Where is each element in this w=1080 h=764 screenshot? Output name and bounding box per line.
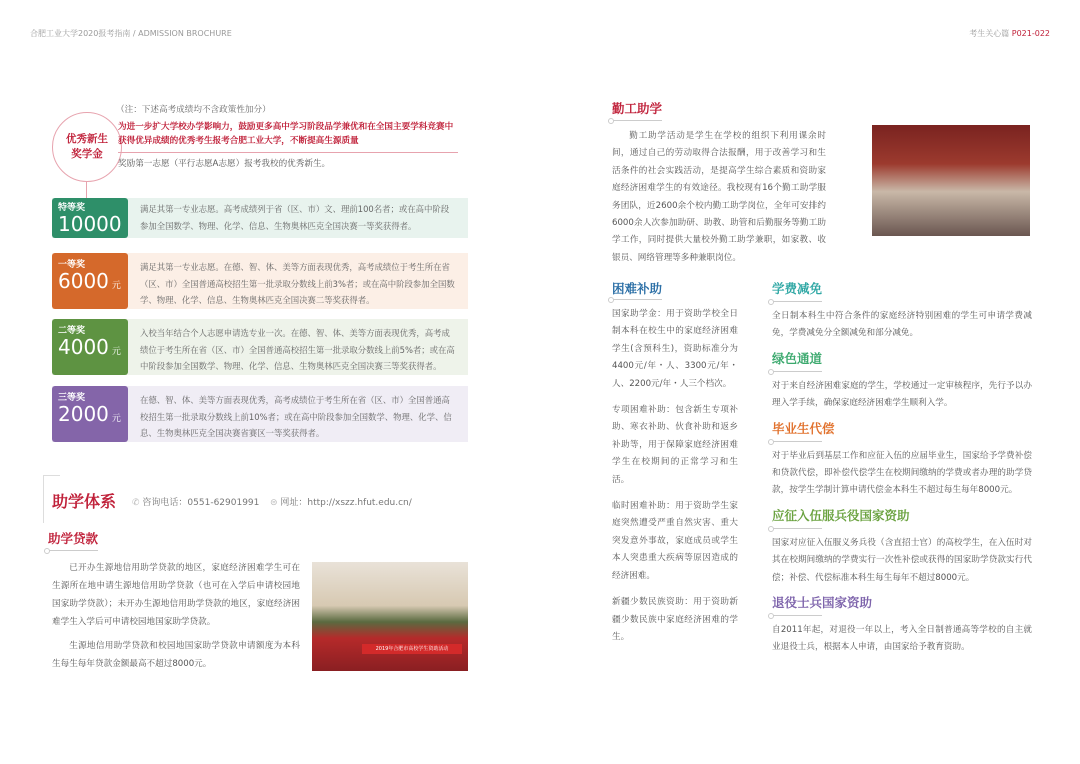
scholarship-badge: 优秀新生奖学金 bbox=[52, 112, 122, 182]
work-study-text: 勤工助学活动是学生在学校的组织下利用课余时间，通过自己的劳动取得合法报酬，用于改善学习和生活条件的社会实践活动，是提高学生综合素质和资助家庭经济困难学生的有效途径。我校现有16个勤工助学服务团队，近2600余个校内勤工助学岗位，全年可安排约6000余人次参加助研、助教、助管和后勤服务等勤工助学工作，同时提供大量校外勤工助学兼职，如家教、收银员、网络管理等多种兼职岗位。 bbox=[612, 131, 826, 263]
connector-line bbox=[86, 180, 87, 200]
tier-description: 满足其第一专业志愿。高考成绩列于省（区、市）文、理前100名者；或在高中阶段参加全国数学、物理、化学、信息、生物奥林匹克全国决赛一等奖获得者。 bbox=[140, 204, 450, 231]
tier-name: 三等奖 bbox=[58, 393, 86, 403]
phone-icon: ✆ bbox=[132, 498, 140, 508]
tier-label bbox=[52, 198, 128, 253]
scholarship-tier bbox=[52, 319, 468, 375]
tier-name: 二等奖 bbox=[58, 326, 86, 336]
loan-title: 助学贷款 bbox=[48, 531, 99, 546]
aid-section-text: 对于来自经济困难家庭的学生，学校通过一定审核程序，先行予以办理入学手续，确保家庭经济困难学生顺利入学。 bbox=[772, 380, 1032, 409]
aid-section bbox=[772, 279, 1032, 343]
web-label[interactable]: 网址：http://xszz.hfut.edu.cn/ bbox=[280, 498, 412, 508]
aid-section-title: 绿色通道 bbox=[772, 350, 823, 366]
aid-section bbox=[772, 419, 1032, 500]
tier-unit: 元 bbox=[111, 414, 121, 424]
page-number: P021-022 bbox=[1011, 29, 1050, 38]
aid-section-title: 毕业生代偿 bbox=[772, 420, 835, 436]
aid-section bbox=[772, 593, 1032, 657]
tier-description: 入校当年结合个人志愿申请选专业一次。在德、智、体、美等方面表现优秀，高考成绩位于考生所在省（区、市）全国普通高校招生第一批录取分数线上前5%者；或在高中阶段参加全国数学、物理、化学、信息、生物奥林匹克全国决赛三等奖获得者。 bbox=[140, 328, 455, 371]
aid-section-title: 应征入伍服兵役国家资助 bbox=[772, 507, 910, 523]
scholarship-tier bbox=[52, 198, 468, 253]
photo-banner: 2019年合肥市高校学生资助活动 bbox=[362, 644, 462, 654]
scholarship-highlight: 为进一步扩大学校办学影响力，鼓励更多高中学习阶段品学兼优和在全国主要学科竞赛中获得优异成绩的优秀考生报考合肥工业大学，不断提高生源质量 bbox=[118, 122, 454, 146]
aid-section-title: 退役士兵国家资助 bbox=[772, 595, 873, 611]
hardship-title: 困难补助 bbox=[612, 281, 663, 296]
phone-label: 咨询电话：0551-62901991 bbox=[142, 498, 260, 508]
tier-amount: 4000 bbox=[58, 335, 109, 359]
scholarship-tier bbox=[52, 386, 468, 442]
tier-name: 一等奖 bbox=[58, 260, 86, 270]
tier-description: 在德、智、体、美等方面表现优秀，高考成绩位于考生所在省（区、市）全国普通高校招生第一批录取分数线上前10%者；或在高中阶段参加全国数学、物理、化学、信息、生物奥林匹克全国决赛省赛区一等奖获得者。 bbox=[140, 395, 452, 438]
tier-amount: 6000 bbox=[58, 269, 109, 293]
divider bbox=[118, 152, 458, 153]
aid-section bbox=[772, 506, 1032, 587]
scholarship-tier bbox=[52, 253, 468, 309]
tier-unit: 元 bbox=[111, 281, 121, 291]
scholarship-intro: 奖励第一志愿（平行志愿A志愿）报考我校的优秀新生。 bbox=[118, 159, 331, 169]
tier-description: 满足其第一专业志愿。在德、智、体、美等方面表现优秀，高考成绩位于考生所在省（区、市）全国普通高校招生第一批录取分数线上前3%者；或在高中阶段参加全国数学、物理、化学、信息、生物奥林匹克全国决赛二等奖获得者。 bbox=[140, 262, 455, 305]
tier-amount: 10000 bbox=[58, 212, 122, 236]
tier-label bbox=[52, 319, 128, 375]
hardship-item: 新疆少数民族资助：用于资助新疆少数民族中家庭经济困难的学生。 bbox=[612, 597, 738, 642]
aid-section-text: 自2011年起，对退役一年以上，考入全日制普通高等学校的自主就业退役士兵，根据本人申请，由国家给予教育资助。 bbox=[772, 625, 1032, 653]
tier-label bbox=[52, 253, 128, 309]
aid-section-text: 全日制本科生中符合条件的家庭经济特别困难的学生可申请学费减免，学费减免分全额减免和部分减免。 bbox=[772, 311, 1032, 339]
aid-section-title: 学费减免 bbox=[772, 281, 823, 296]
scholarship-note: （注：下述高考成绩均不含政策性加分） bbox=[116, 105, 271, 115]
loan-paragraph-2: 生源地信用助学贷款和校园地国家助学贷款申请额度为本科生每生每年贷款金额最高不超过8000元。 bbox=[52, 641, 300, 669]
hardship-item: 国家助学金：用于资助学校全日制本科在校生中的家庭经济困难学生(含预科生)，资助标准分为4400元/年・人、3300元/年・人、2200元/年・人三个档次。 bbox=[612, 309, 738, 389]
aid-section-text: 国家对应征入伍服义务兵役（含直招士官）的高校学生，在入伍时对其在校期间缴纳的学费实行一次性补偿或获得的国家助学贷款实行代偿；补偿、代偿标准本科生每生每年不超过8000元。 bbox=[772, 537, 1032, 583]
section-title: 助学体系 bbox=[52, 492, 117, 511]
header-title: 合肥工业大学2020报考指南 / ADMISSION BROCHURE bbox=[30, 29, 232, 38]
tier-amount: 2000 bbox=[58, 402, 109, 426]
loan-photo bbox=[312, 562, 468, 671]
web-icon: ⊜ bbox=[270, 498, 278, 508]
work-study-title: 勤工助学 bbox=[612, 101, 663, 116]
work-study-photo bbox=[872, 125, 1030, 236]
tier-unit: 元 bbox=[111, 347, 121, 357]
aid-section bbox=[772, 349, 1032, 413]
aid-section-text: 对于毕业后到基层工作和应征入伍的应届毕业生，国家给予学费补偿和贷款代偿，即补偿代偿学生在校期间缴纳的学费或者办理的助学贷款，按学生学制计算申请代偿金本科生不超过每生每年8000元。 bbox=[772, 450, 1032, 496]
hardship-item: 专项困难补助：包含新生专项补助、寒衣补助、伙食补助和返乡补助等，用于保障家庭经济困难学生在校期间的正常学习和生活。 bbox=[612, 405, 738, 485]
tier-unit: 元 bbox=[61, 243, 71, 253]
hardship-item: 临时困难补助：用于资助学生家庭突然遭受严重自然灾害、重大突发意外事故，家庭成员或学生本人突患重大疾病等原因造成的经济困难。 bbox=[612, 501, 738, 581]
loan-paragraph-1: 已开办生源地信用助学贷款的地区，家庭经济困难学生可在生源所在地申请生源地信用助学贷款（也可在入学后申请校园地国家助学贷款）；未开办生源地信用助学贷款的地区，家庭经济困难学生入学后可申请校园地国家助学贷款。 bbox=[52, 563, 300, 627]
header-section: 考生关心篇 bbox=[969, 29, 1010, 38]
tier-label bbox=[52, 386, 128, 442]
tier-name: 特等奖 bbox=[58, 203, 86, 213]
